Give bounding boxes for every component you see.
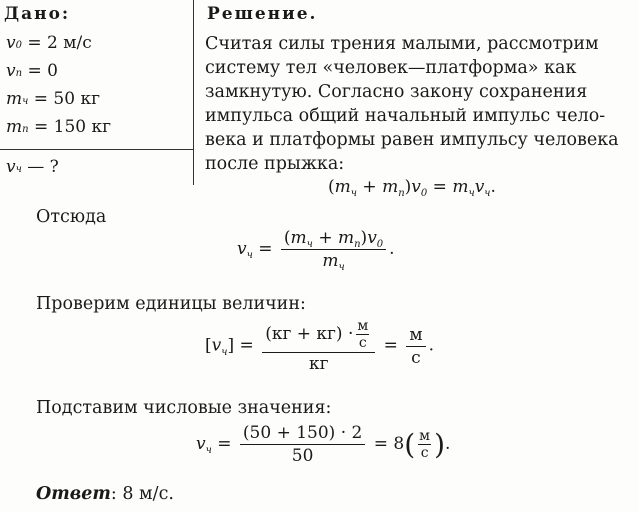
sub-0: 0 [376, 239, 384, 250]
given-mp [6, 117, 111, 137]
sub-p: п [398, 188, 405, 199]
symbol-v: v [237, 239, 247, 259]
given-vp-var: v [6, 61, 16, 81]
substitute-label: Подставим числовые значения: [36, 398, 332, 418]
fraction-denominator: 50 [291, 446, 314, 466]
unit-fraction [418, 428, 431, 461]
unit-num: м [357, 318, 369, 334]
given-mch [6, 89, 100, 109]
paren: ) [404, 177, 412, 197]
fraction-denominator: кг [308, 354, 329, 374]
given-vertical-rule [193, 0, 194, 185]
given-mp-value: = 150 кг [28, 117, 112, 137]
answer-label: Ответ [36, 484, 111, 504]
solution-line: после прыжка: [205, 154, 345, 174]
unit-den: с [411, 347, 421, 368]
symbol-v: v [211, 335, 222, 356]
velocity-formula [237, 228, 395, 271]
given-v0-var: v [6, 33, 16, 53]
fraction [240, 423, 365, 466]
solution-line: импульса общий начальный импульс чело- [205, 106, 606, 126]
given-v0-value: = 2 м/с [21, 33, 92, 53]
fraction-numerator [281, 228, 386, 250]
solution-line: систему тел «человек—платформа» как [205, 58, 577, 78]
unit-den: с [358, 335, 367, 351]
paren: ( [404, 428, 416, 461]
plus: + [318, 228, 333, 248]
given-header: Дано: [4, 4, 71, 24]
units-check-equation [205, 318, 434, 374]
given-find-value: — ? [21, 157, 59, 177]
answer-value: : 8 м/с. [110, 484, 174, 504]
period: . [445, 434, 451, 454]
symbol-v: v [367, 228, 377, 248]
numeric-equation [196, 423, 450, 466]
given-find [6, 157, 59, 177]
symbol-m: m [334, 177, 351, 197]
bracket: ] [227, 335, 235, 356]
unit-den: с [420, 445, 429, 461]
fraction [262, 318, 375, 374]
symbol-v: v [474, 177, 485, 197]
solution-paragraph [205, 32, 630, 176]
given-v0 [6, 33, 92, 53]
equals: = [432, 177, 447, 197]
equals: = [217, 434, 232, 454]
symbol-m: m [337, 228, 355, 248]
equals: = [258, 239, 273, 259]
sub-ch: ч [468, 188, 475, 199]
given-mp-sub: п [22, 124, 29, 135]
fraction [281, 228, 386, 271]
given-mch-var: m [6, 89, 23, 109]
given-mp-var: m [6, 117, 23, 137]
period: . [389, 239, 395, 259]
paren: ) [434, 428, 445, 461]
given-mch-value: = 50 кг [28, 89, 100, 109]
sub-ch: ч [484, 188, 491, 199]
result-value: 8 [393, 434, 405, 454]
solution-header: Решение. [207, 4, 318, 24]
given-find-sub: ч [15, 164, 22, 175]
symbol-v: v [411, 177, 421, 197]
plus: + [362, 177, 377, 197]
sub-ch: ч [221, 346, 228, 358]
symbol-m: m [290, 228, 307, 248]
symbol-m: m [382, 177, 399, 197]
paren: ( [283, 228, 291, 248]
sub-0: 0 [420, 188, 428, 199]
given-mch-sub: ч [22, 96, 29, 107]
equals: = [373, 434, 388, 454]
equals: = [383, 335, 398, 356]
bracket: [ [205, 335, 212, 356]
momentum-equation [328, 177, 496, 197]
kg-sum: (кг + кг) · [265, 324, 354, 344]
given-find-var: v [6, 157, 16, 177]
period: . [490, 177, 496, 197]
given-v0-sub: 0 [15, 40, 22, 51]
sub-ch: ч [246, 250, 253, 261]
equals: = [239, 335, 254, 356]
solution-line: Считая силы трения малыми, рассмотрим [205, 34, 599, 54]
solution-line: века и платформы равен импульсу человека [205, 130, 619, 150]
unit-fraction [406, 325, 425, 368]
sub-ch: ч [205, 445, 212, 456]
symbol-m: m [452, 177, 469, 197]
fraction-numerator: (50 + 150) · 2 [240, 423, 365, 445]
unit-num: м [406, 325, 425, 347]
answer [36, 482, 174, 506]
check-units-label: Проверим единицы величин: [36, 294, 306, 314]
unit-num: м [419, 428, 431, 444]
fraction-numerator [262, 318, 375, 353]
fraction-denominator [281, 250, 386, 271]
hence-label: Отсюда [36, 207, 107, 227]
given-divider [0, 149, 194, 150]
sub-ch: ч [350, 188, 357, 199]
sub-ch: ч [306, 239, 313, 250]
symbol-m: m [322, 251, 339, 271]
given-vp-value: = 0 [22, 61, 58, 81]
given-vp [6, 61, 58, 81]
symbol-v: v [196, 434, 206, 454]
period: . [428, 335, 434, 356]
solution-line: замкнутую. Согласно закону сохранения [205, 82, 588, 102]
sub-p: п [354, 239, 361, 250]
sub-ch: ч [338, 262, 345, 273]
paren: ( [328, 177, 335, 197]
given-vp-sub: п [15, 68, 23, 79]
paren: ) [360, 228, 368, 248]
unit-fraction [356, 318, 369, 351]
